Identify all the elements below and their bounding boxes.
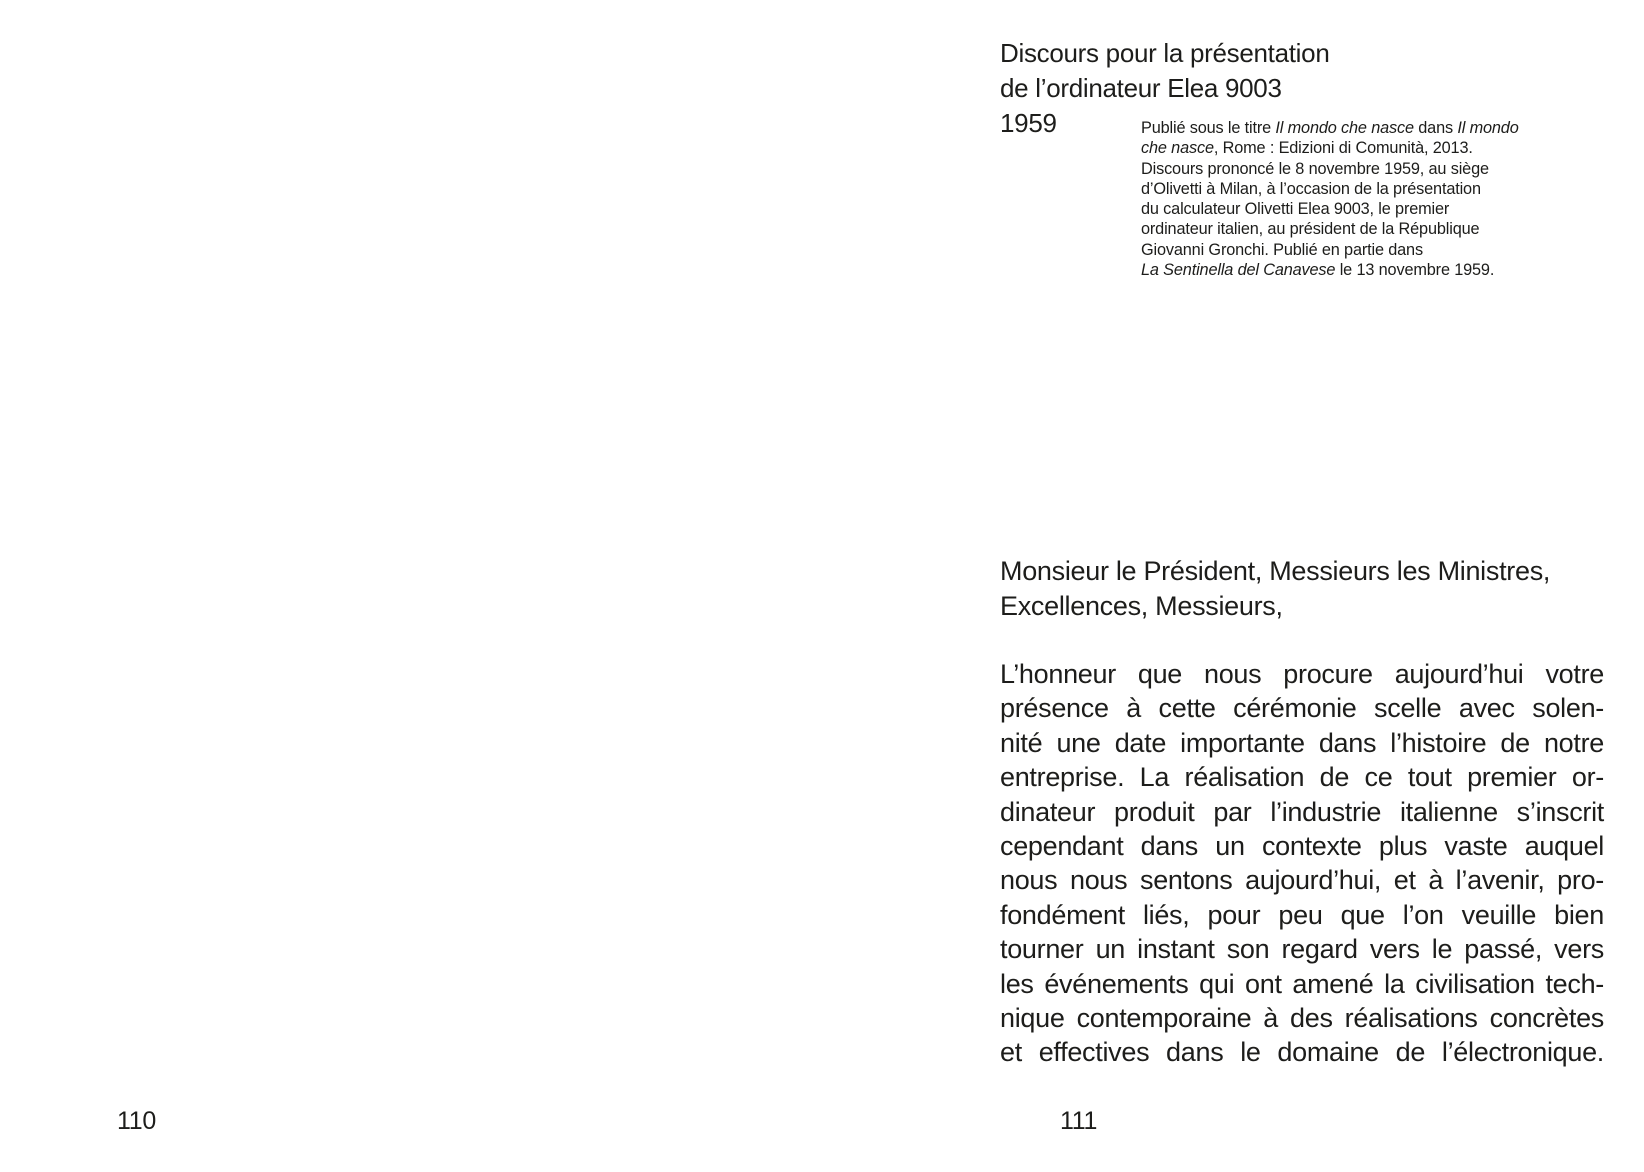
body-line: nique contemporaine à des réalisations concrètes — [1000, 1003, 1604, 1034]
note-line: che nasce, Rome : Edizioni di Comunità, 2013. — [1141, 139, 1473, 158]
body-line: entreprise. La réalisation de ce tout premier or- — [1000, 762, 1604, 793]
title-line: de l’ordinateur Elea 9003 — [1000, 73, 1282, 103]
year-label: 1959 — [1000, 108, 1057, 138]
note-line: Discours prononcé le 8 novembre 1959, au siège — [1141, 159, 1489, 178]
body-line: L’honneur que nous procure aujourd’hui votre — [1000, 659, 1604, 689]
body-line: dinateur produit par l’industrie italienne s’inscrit — [1000, 796, 1604, 827]
body-line: les événements qui ont amené la civilisation tech- — [1000, 968, 1604, 999]
note-line: La Sentinella del Canavese le 13 novembre 1959. — [1141, 261, 1495, 280]
title-line: Discours pour la présentation — [1000, 38, 1330, 68]
note-line: Giovanni Gronchi. Publié en partie dans — [1141, 240, 1423, 259]
page-number-left: 110 — [117, 1107, 156, 1135]
note-line: Publié sous le titre Il mondo che nasce dans Il mondo — [1141, 119, 1519, 137]
body-line: tourner un instant son regard vers le passé, vers — [1000, 934, 1604, 965]
note-line: d’Olivetti à Milan, à l’occasion de la présentation — [1141, 179, 1481, 198]
body-line: nous nous sentons aujourd’hui, et à l’avenir, pro- — [1000, 865, 1604, 896]
body-line: et effectives dans le domaine de l’électronique. — [1000, 1037, 1604, 1068]
salutation-line: Monsieur le Président, Messieurs les Ministres, — [1000, 556, 1551, 586]
body-line: nité une date importante dans l’histoire de notre — [1000, 727, 1604, 758]
body-line: présence à cette cérémonie scelle avec solen- — [1000, 693, 1604, 724]
body-line: fondément liés, pour peu que l’on veuille bien — [1000, 899, 1604, 930]
right-page — [822, 0, 1644, 1172]
body-line: cependant dans un contexte plus vaste auquel — [1000, 831, 1604, 862]
body-paragraph — [1000, 657, 1604, 1070]
note-line: du calculateur Olivetti Elea 9003, le premier — [1141, 200, 1450, 219]
note-line: ordinateur italien, au président de la République — [1141, 220, 1480, 239]
page-number-right: 111 — [1060, 1107, 1098, 1135]
salutation — [1000, 554, 1620, 623]
salutation-line: Excellences, Messieurs, — [1000, 590, 1283, 621]
publication-note — [1141, 118, 1611, 280]
page-title — [1000, 36, 1420, 106]
